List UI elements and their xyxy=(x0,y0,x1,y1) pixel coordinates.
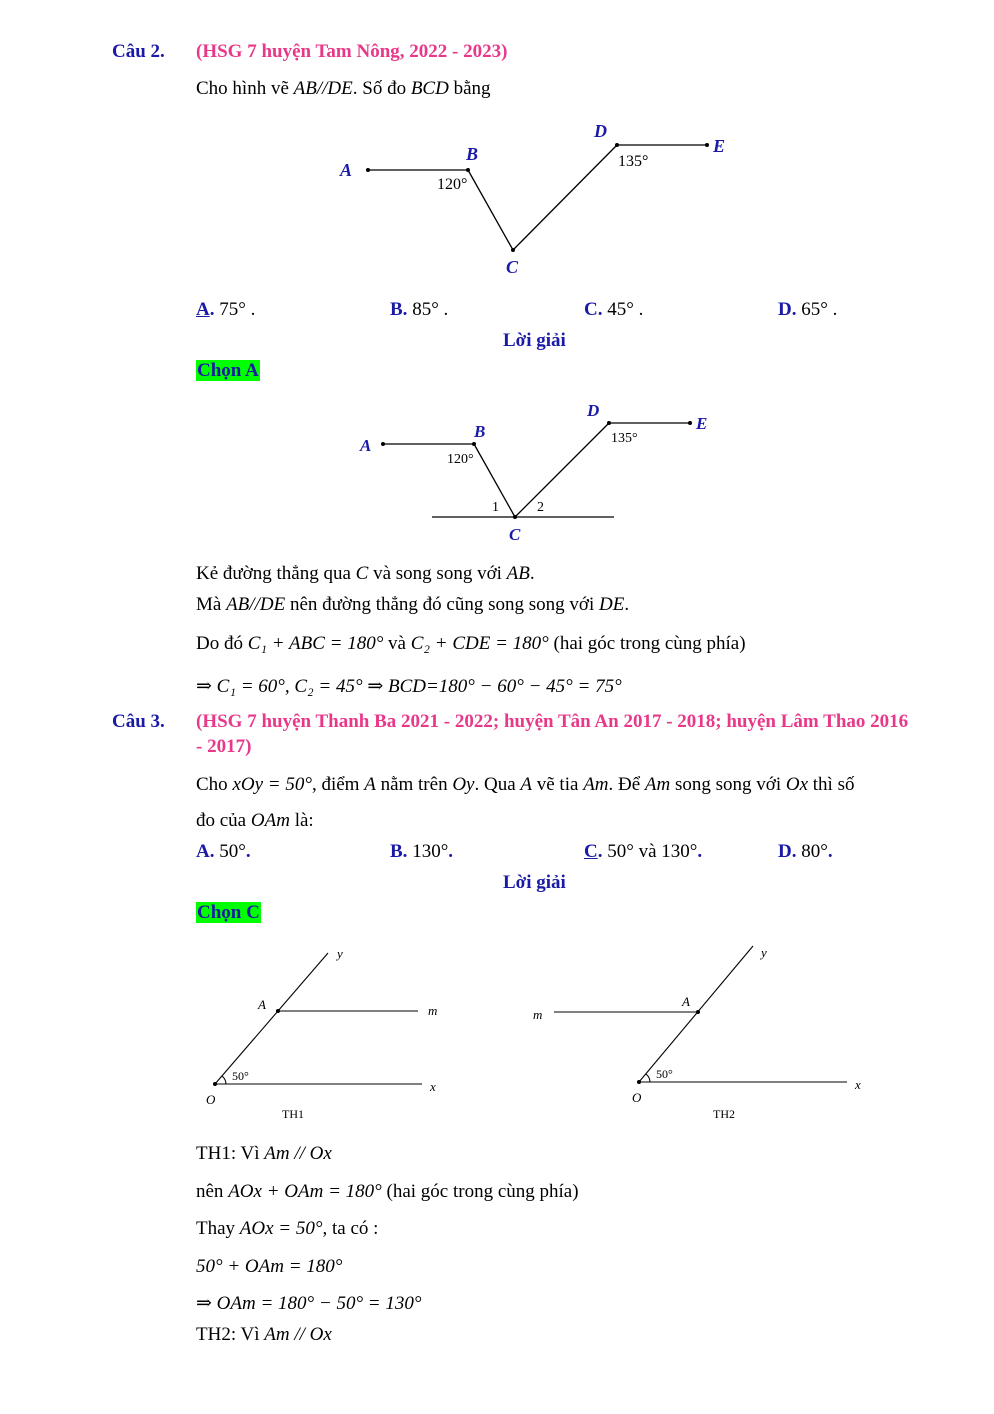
text: . Để xyxy=(608,774,641,795)
q2-choice: Chọn A xyxy=(197,360,259,381)
question-3-number: Câu 3. xyxy=(112,711,165,732)
text: nằm trên xyxy=(380,774,448,795)
text: . Qua xyxy=(474,774,516,795)
question-3-source-line-2: - 2017) xyxy=(196,736,252,757)
option-value: 130° xyxy=(412,841,449,862)
q3-solution-title: Lời giải xyxy=(503,872,566,893)
point-label-c: C xyxy=(506,257,519,277)
math: AOx = 50° xyxy=(239,1218,323,1239)
option-value: 65° . xyxy=(801,299,838,320)
text: Kẻ đường thẳng qua xyxy=(196,563,351,584)
text: đo của xyxy=(196,810,247,831)
text: là: xyxy=(294,810,314,831)
text: TH2: Vì xyxy=(196,1324,260,1345)
text: Do đó xyxy=(196,633,243,654)
option-value: 75° . xyxy=(219,299,256,320)
text: Mà xyxy=(196,594,222,615)
angle-label-b: 120° xyxy=(437,176,468,193)
q3-solution-line-3 xyxy=(196,1218,378,1240)
text: và song song với xyxy=(373,563,502,584)
caption-th1: TH1 xyxy=(282,1107,304,1121)
label-angle: 50° xyxy=(656,1067,673,1081)
math: AB xyxy=(506,563,530,584)
option-label: D. xyxy=(778,299,797,320)
angle-label-b: 120° xyxy=(447,452,474,467)
label-angle: 50° xyxy=(232,1069,249,1083)
option-value: 85° . xyxy=(412,299,449,320)
point-label-d: D xyxy=(594,121,607,141)
text: nên xyxy=(196,1181,224,1202)
math: C₁ + ABC = 180° xyxy=(247,633,384,654)
option-label: B. xyxy=(390,299,408,320)
label-y: y xyxy=(761,945,767,960)
prompt-text: bằng xyxy=(453,78,491,99)
question-3-source-line-1: (HSG 7 huyện Thanh Ba 2021 - 2022; huyện Tân An 2017 - 2018; huyện Lâm Thao 2016 xyxy=(196,711,909,732)
math: Am // Ox xyxy=(264,1324,332,1345)
option-suffix: . xyxy=(697,841,703,862)
math: xOy = 50° xyxy=(232,774,312,795)
angle-label-d: 135° xyxy=(611,431,638,446)
prompt-text: Cho hình vẽ xyxy=(196,78,289,99)
text: song song với xyxy=(675,774,782,795)
math: Am // Ox xyxy=(264,1143,332,1164)
text: TH1: Vì xyxy=(196,1143,260,1164)
q3-solution-th2 xyxy=(196,1324,332,1346)
label-a: A xyxy=(258,997,266,1012)
math: Am xyxy=(583,774,609,795)
point-label-a: A xyxy=(340,160,353,180)
option-label: C. xyxy=(584,299,603,320)
angle-label-c1: 1 xyxy=(492,500,499,515)
math: C₂ + CDE = 180° xyxy=(410,633,549,654)
text: , ta có : xyxy=(322,1218,379,1239)
point-label-e: E xyxy=(696,414,708,433)
text: Thay xyxy=(196,1218,236,1239)
option-value: 50° xyxy=(219,841,246,862)
q3-solution-line-4: 50° + OAm = 180° xyxy=(196,1256,343,1277)
math: AB//DE xyxy=(226,594,286,615)
prompt-text: . Số đo xyxy=(352,78,407,99)
label-o: O xyxy=(632,1090,642,1105)
option-label: D. xyxy=(778,841,797,862)
option-suffix: . xyxy=(448,841,454,862)
caption-th2: TH2 xyxy=(713,1107,735,1121)
math: A xyxy=(364,774,376,795)
option-value: 45° . xyxy=(607,299,644,320)
text: và xyxy=(388,633,406,654)
label-x: x xyxy=(430,1079,436,1094)
point-label-e: E xyxy=(713,136,726,156)
label-a: A xyxy=(682,994,690,1009)
text: . xyxy=(529,563,535,584)
figure-th1 xyxy=(206,946,437,1121)
label-m: m xyxy=(428,1003,438,1018)
point-label-d: D xyxy=(587,401,600,420)
angle-label-d: 135° xyxy=(618,153,649,170)
option-label: A. xyxy=(196,841,215,862)
q3-solution-th1 xyxy=(196,1143,332,1165)
angle-label-c2: 2 xyxy=(537,500,544,515)
prompt-math: AB//DE xyxy=(293,78,353,99)
math: C xyxy=(355,563,369,584)
option-value: 80° xyxy=(801,841,828,862)
math: AOx + OAm = 180° xyxy=(228,1181,382,1202)
q2-solution-title: Lời giải xyxy=(503,330,566,351)
text: . xyxy=(624,594,630,615)
label-o: O xyxy=(206,1092,216,1107)
math: DE xyxy=(598,594,625,615)
text: (hai góc trong cùng phía) xyxy=(386,1181,579,1202)
q3-solution-line-2 xyxy=(196,1181,579,1203)
text: , điểm xyxy=(311,774,360,795)
q3-choice: Chọn C xyxy=(197,902,260,923)
label-m: m xyxy=(533,1007,543,1022)
prompt-math: BCD xyxy=(410,78,449,99)
q3-option-c[interactable]: C. 50° và 130°. xyxy=(584,841,703,862)
label-x: x xyxy=(855,1077,861,1092)
text: nên đường thẳng đó cũng song song với xyxy=(289,594,595,615)
q2-solution-line-4: ⇒ C₁ = 60°, C₂ = 45° ⇒ BCD=180° − 60° − 45° = 75° xyxy=(196,676,622,697)
math: Ox xyxy=(785,774,809,795)
math: Am xyxy=(644,774,671,795)
point-label-a: A xyxy=(360,436,372,455)
text: vẽ tia xyxy=(536,774,579,795)
option-suffix: . xyxy=(827,841,833,862)
option-label: B. xyxy=(390,841,408,862)
point-label-b: B xyxy=(466,144,479,164)
text: Cho xyxy=(196,774,228,795)
q3-solution-line-5: ⇒ OAm = 180° − 50° = 130° xyxy=(196,1293,422,1314)
text: thì số xyxy=(812,774,855,795)
option-label: C xyxy=(584,841,598,862)
point-label-c: C xyxy=(509,525,521,544)
option-suffix: . xyxy=(245,841,251,862)
math: OAm xyxy=(250,810,290,831)
question-2-number: Câu 2. xyxy=(112,41,165,62)
math: Oy xyxy=(452,774,475,795)
option-value: 50° và 130° xyxy=(607,841,698,862)
figure-th2 xyxy=(533,945,861,1121)
q2-option-a[interactable]: A. 75° . xyxy=(196,299,256,320)
math: A xyxy=(520,774,532,795)
label-y: y xyxy=(337,946,343,961)
point-label-b: B xyxy=(474,422,486,441)
option-label: A xyxy=(196,299,210,320)
text: (hai góc trong cùng phía) xyxy=(553,633,746,654)
question-2-source: (HSG 7 huyện Tam Nông, 2022 - 2023) xyxy=(196,41,508,62)
